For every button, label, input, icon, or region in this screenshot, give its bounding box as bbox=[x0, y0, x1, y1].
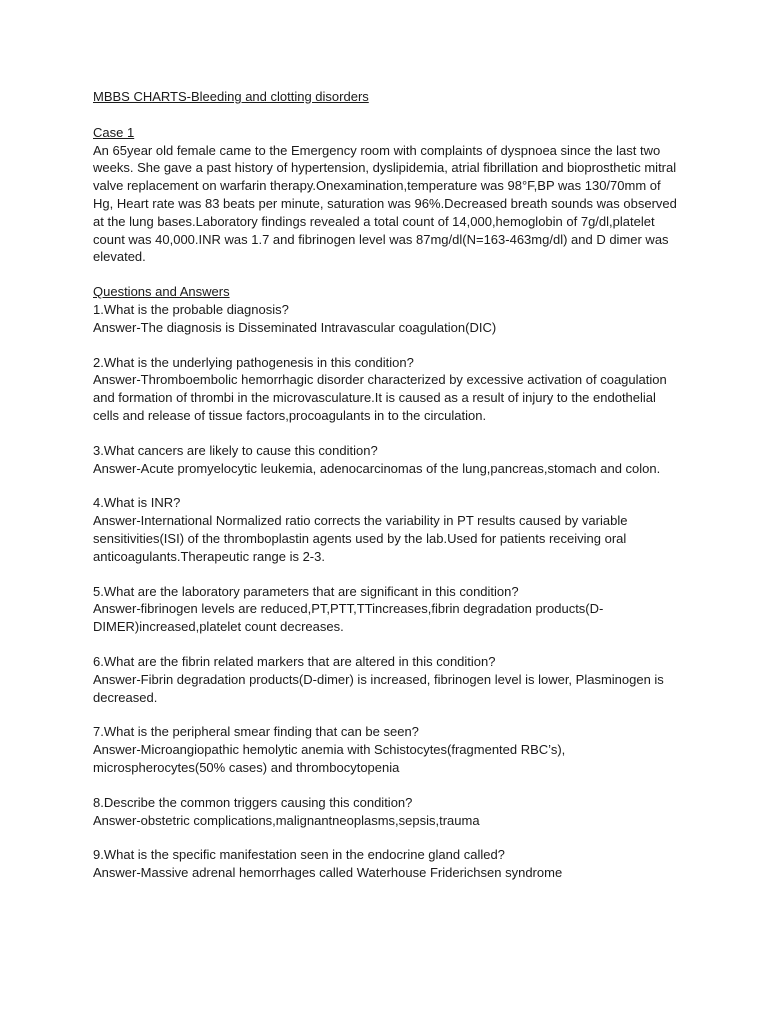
qa-item-8 bbox=[93, 794, 683, 830]
qa-item-2 bbox=[93, 354, 683, 425]
question: 8.Describe the common triggers causing this condition? bbox=[93, 794, 413, 810]
case-description: An 65year old female came to the Emergency room with complaints of dyspnoea since the last two weeks. She gave a past history of hypertension, dyslipidemia, atrial fibrillation and bioprosthetic mitral valve replacement on warfarin therapy.Onexamination,temperature was 98°F,BP was 130/70mm of Hg, Heart rate was 83 beats per minute, saturation was 96%.Decreased breath sounds was observed at the lung bases.Laboratory findings revealed a total count of 14,000,hemoglobin of 7g/dl,platelet count was 40,000.INR was 1.7 and fibrinogen level was 87mg/dl(N=163-463mg/dl) and D dimer was elevated. bbox=[93, 142, 677, 265]
question: 9.What is the specific manifestation seen in the endocrine gland called? bbox=[93, 847, 505, 863]
qa-item-5 bbox=[93, 583, 683, 636]
question: 2.What is the underlying pathogenesis in this condition? bbox=[93, 354, 414, 370]
answer: Answer-International Normalized ratio corrects the variability in PT results caused by variable sensitivities(ISI) of the thromboplastin agents used by the lab.Used for patients receiving oral anticoagulants.Therapeutic range is 2-3. bbox=[93, 513, 628, 564]
qa-heading: Questions and Answers bbox=[93, 284, 230, 300]
answer: Answer-The diagnosis is Disseminated Intravascular coagulation(DIC) bbox=[93, 319, 497, 335]
answer: Answer-fibrinogen levels are reduced,PT,PTT,TTincreases,fibrin degradation products(D-DIMER)increased,platelet count decreases. bbox=[93, 601, 604, 635]
case-heading: Case 1 bbox=[93, 124, 135, 140]
answer: Answer-Microangiopathic hemolytic anemia with Schistocytes(fragmented RBC’s), microspherocytes(50% cases) and thrombocytopenia bbox=[93, 742, 566, 775]
answer: Answer-Thromboembolic hemorrhagic disorder characterized by excessive activation of coagulation and formation of thrombi in the microvasculature.It is caused as a result of injury to the endothelial cells and release of tissue factors,procoagulants in to the circulation. bbox=[93, 372, 667, 423]
qa-item-1 bbox=[93, 301, 683, 337]
question: 6.What are the fibrin related markers that are altered in this condition? bbox=[93, 653, 496, 669]
document-body bbox=[93, 88, 683, 899]
document-title: MBBS CHARTS-Bleeding and clotting disorders bbox=[93, 89, 369, 104]
question: 5.What are the laboratory parameters that are significant in this condition? bbox=[93, 583, 519, 599]
question: 3.What cancers are likely to cause this condition? bbox=[93, 442, 378, 458]
answer: Answer-Fibrin degradation products(D-dimer) is increased, fibrinogen level is lower, Plasminogen is decreased. bbox=[93, 671, 664, 705]
question: 4.What is INR? bbox=[93, 495, 181, 511]
qa-item-3 bbox=[93, 442, 683, 478]
answer: Answer-obstetric complications,malignantneoplasms,sepsis,trauma bbox=[93, 812, 480, 828]
qa-item-7 bbox=[93, 723, 683, 776]
answer: Answer-Massive adrenal hemorrhages called Waterhouse Friderichsen syndrome bbox=[93, 865, 563, 881]
qa-item-9 bbox=[93, 846, 683, 882]
qa-item-6 bbox=[93, 653, 683, 706]
qa-item-4 bbox=[93, 494, 683, 565]
answer: Answer-Acute promyelocytic leukemia, adenocarcinomas of the lung,pancreas,stomach and colon. bbox=[93, 460, 661, 476]
question: 1.What is the probable diagnosis? bbox=[93, 301, 289, 317]
question: 7.What is the peripheral smear finding that can be seen? bbox=[93, 724, 419, 740]
